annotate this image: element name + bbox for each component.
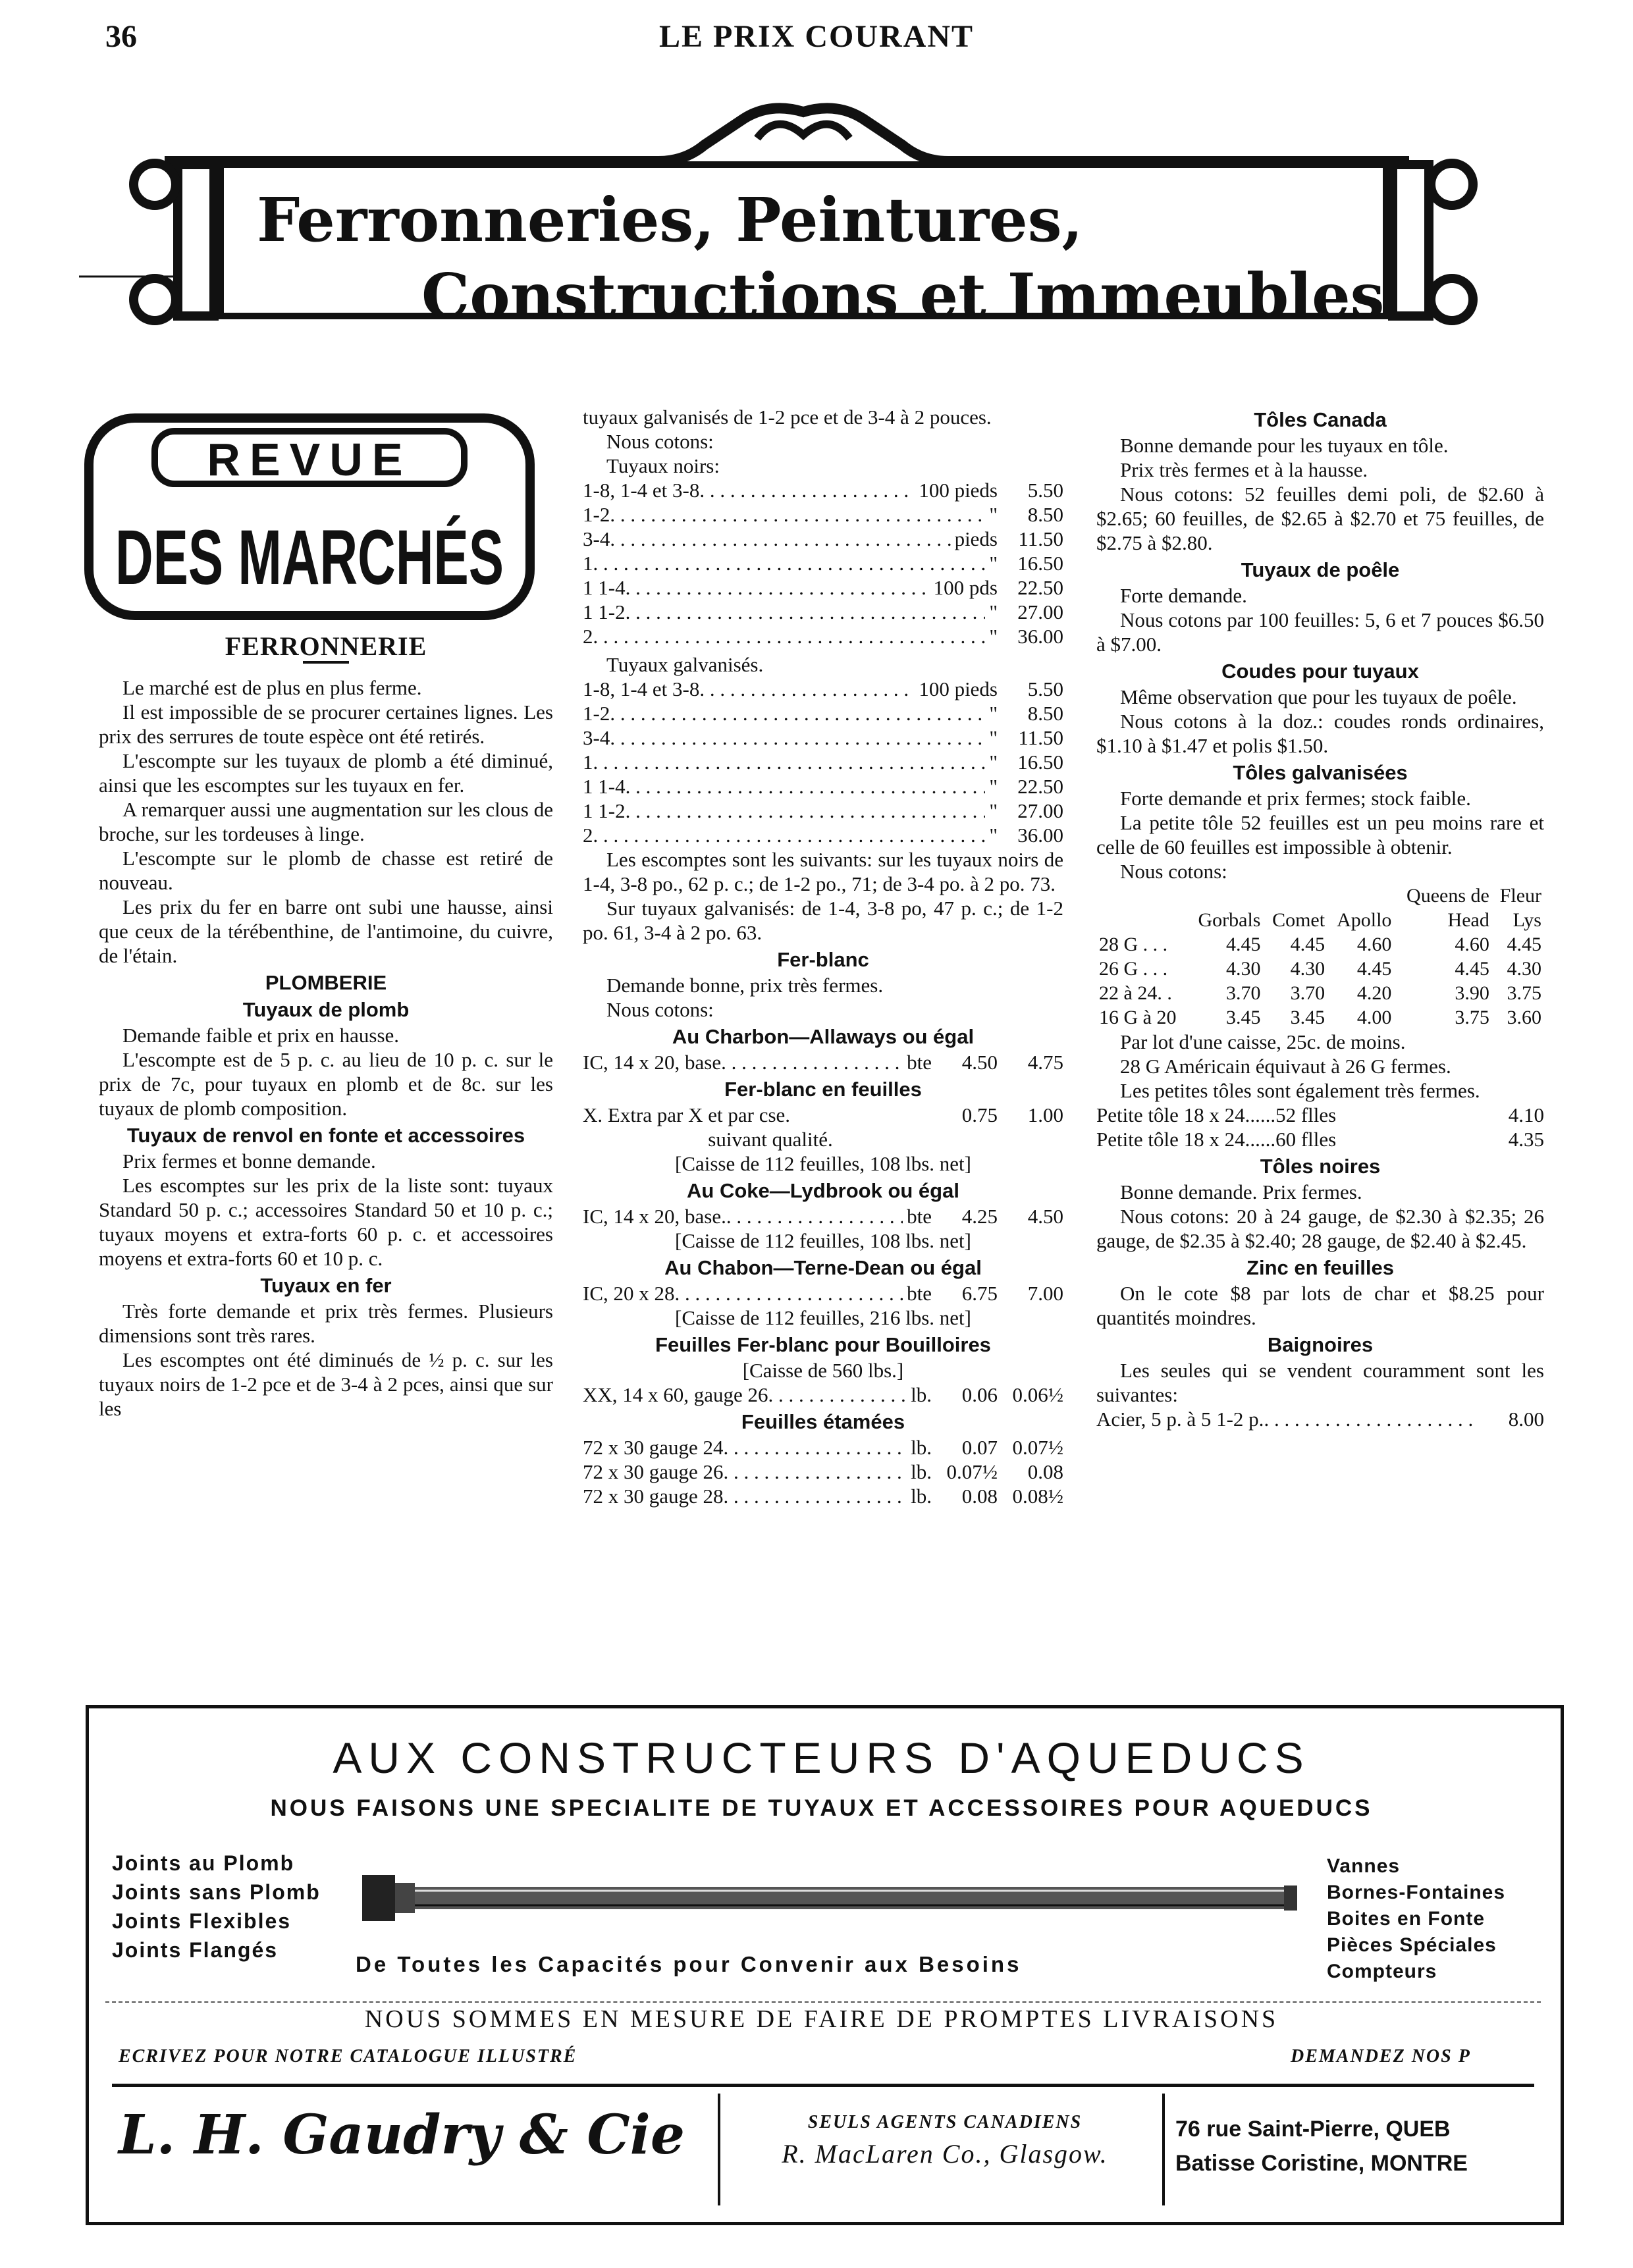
ad-demandez: DEMANDEZ NOS P bbox=[1291, 2046, 1471, 2067]
table-row: 26 G . . . 4.30 4.30 4.45 4.45 4.30 bbox=[1099, 958, 1541, 980]
price-row: Petite tôle 18 x 24......60 flles 4.35 bbox=[1096, 1128, 1544, 1151]
list-item: Joints sans Plomb bbox=[112, 1880, 321, 1904]
ad-capacities: De Toutes les Capacités pour Convenir aux Besoins bbox=[356, 1952, 1022, 1976]
column-3 bbox=[1096, 405, 1544, 1431]
price-list-noirs bbox=[583, 478, 1063, 648]
price-row: 2 . . . " 36.00 bbox=[583, 624, 1063, 648]
paragraph: Même observation que pour les tuyaux de poêle. bbox=[1120, 685, 1517, 708]
agents-title: SEULS AGENTS CANADIENS bbox=[807, 2112, 1083, 2132]
price-row: IC, 14 x 20, base . . . bte 4.50 4.75 bbox=[583, 1050, 1063, 1074]
paragraph: Les escomptes ont été diminués de ½ p. c. sur les tuyaux noirs de 1-2 pce et de 3-4 à 2 pces, ainsi que sur les bbox=[99, 1348, 553, 1420]
label-nous-cotons: Nous cotons: bbox=[1120, 860, 1227, 883]
heading-fer-blanc: Fer-blanc bbox=[777, 948, 869, 971]
paragraph: Demande bonne, prix très fermes. bbox=[606, 974, 884, 997]
paragraph: 28 G Américain équivaut à 26 G fermes. bbox=[1120, 1055, 1451, 1078]
paragraph: L'escompte sur les tuyaux de plomb a été diminué, ainsi que les escomptes sur les tuyaux en fer. bbox=[99, 749, 553, 797]
paragraph: Nous cotons: 52 feuilles demi poli, de $2.60 à $2.65; 60 feuilles, de $2.65 à $2.70 et 75 feuilles, de $2.75 à $2.80. bbox=[1096, 483, 1544, 554]
paragraph: L'escompte est de 5 p. c. au lieu de 10 p. c. sur le prix de 7c, pour tuyaux en plomb et de 8c. sur les tuyaux de plomb composition. bbox=[99, 1048, 553, 1120]
list-item: Joints au Plomb bbox=[112, 1851, 295, 1875]
heading-toles-galvanisees: Tôles galvanisées bbox=[1233, 761, 1408, 784]
price-row: 1 1-4 . . . " 22.50 bbox=[583, 774, 1063, 799]
heading-coudes: Coudes pour tuyaux bbox=[1221, 660, 1419, 683]
banner-line-2: Constructions et Immeubles bbox=[421, 260, 1385, 331]
pipe-illustration bbox=[362, 1868, 1310, 1928]
column-2 bbox=[583, 405, 1063, 1508]
price-row: 1 1-2 . . . " 27.00 bbox=[583, 600, 1063, 624]
paragraph: Les prix du fer en barre ont subi une hausse, ainsi que ceux de la térébenthine, de l'antimoine, du cuivre, de l'étain. bbox=[99, 895, 553, 967]
price-row: 3-4 . . . " 11.50 bbox=[583, 725, 1063, 750]
price-row: 1 . . . " 16.50 bbox=[583, 750, 1063, 774]
heading-bouilloires: Feuilles Fer-blanc pour Bouilloires bbox=[655, 1333, 991, 1356]
firm-addresses bbox=[1175, 2112, 1468, 2180]
paragraph: Demande faible et prix en hausse. bbox=[122, 1024, 400, 1047]
price-row: IC, 14 x 20, base. . . . bte 4.25 4.50 bbox=[583, 1204, 1063, 1228]
heading-au-coke: Au Coke—Lydbrook ou égal bbox=[687, 1179, 959, 1202]
paragraph: Bonne demande pour les tuyaux en tôle. bbox=[1120, 434, 1449, 457]
heading-baignoires: Baignoires bbox=[1267, 1333, 1374, 1356]
paragraph: L'escompte sur le plomb de chasse est retiré de nouveau. bbox=[99, 847, 553, 894]
ad-subtitle: NOUS FAISONS UNE SPECIALITE DE TUYAUX ET ACCESSOIRES POUR AQUEDUCS bbox=[270, 1795, 1373, 1821]
paragraph: tuyaux galvanisés de 1-2 pce et de 3-4 à 2 pouces. bbox=[583, 406, 992, 429]
heading-tuyaux-poele: Tuyaux de poêle bbox=[1241, 558, 1400, 581]
list-item: Pièces Spéciales bbox=[1327, 1934, 1497, 1956]
heading-ferronnerie: FERRONNERIE bbox=[225, 631, 427, 661]
heading-toles-canada: Tôles Canada bbox=[1254, 408, 1387, 431]
table-head-row: Gorbals Comet Apollo Head Lys bbox=[1198, 909, 1541, 931]
label-nous-cotons: Nous cotons: bbox=[606, 998, 714, 1021]
ad-catalogue: ECRIVEZ POUR NOTRE CATALOGUE ILLUSTRÉ bbox=[119, 2046, 577, 2067]
paragraph: Il est impossible de se procurer certaines lignes. Les prix des serrures de toute espèce ont été retirés. bbox=[99, 700, 553, 748]
price-row: 1-2 . . . " 8.50 bbox=[583, 502, 1063, 527]
heading-plomberie: PLOMBERIE bbox=[265, 971, 387, 994]
paragraph: Les seules qui se vendent couramment sont les suivantes: bbox=[1096, 1359, 1544, 1406]
price-row: 1-2 . . . " 8.50 bbox=[583, 701, 1063, 725]
paragraph: La petite tôle 52 feuilles est un peu moins rare et celle de 60 feuilles est impossible à obtenir. bbox=[1096, 811, 1544, 858]
paragraph: A remarquer aussi une augmentation sur les clous de broche, sur les tordeuses à linge. bbox=[99, 798, 553, 845]
divider bbox=[112, 2084, 1534, 2087]
label-tuyaux-galvanises: Tuyaux galvanisés. bbox=[606, 653, 764, 676]
svg-text:REVUE: REVUE bbox=[207, 434, 412, 485]
note: [Caisse de 112 feuilles, 108 lbs. net] bbox=[675, 1152, 971, 1175]
paragraph: Forte demande. bbox=[1120, 584, 1247, 607]
label-tuyaux-noirs: Tuyaux noirs: bbox=[606, 454, 720, 477]
heading-tuyaux-fer: Tuyaux en fer bbox=[260, 1274, 392, 1297]
paragraph: Très forte demande et prix très fermes. Plusieurs dimensions sont très rares. bbox=[99, 1300, 553, 1347]
paragraph: Les escomptes sur les prix de la liste sont: tuyaux Standard 50 p. c.; accessoires Standard 50 et 10 p. c.; tuyaux moyens et extra-forts 60 p. c. et accessoires moyens et extra-forts 60 et 10 p. c. bbox=[99, 1174, 553, 1270]
heading-au-charbon: Au Charbon—Allaways ou égal bbox=[672, 1025, 975, 1048]
paragraph: Le marché est de plus en plus ferme. bbox=[122, 676, 422, 699]
paragraph: Prix très fermes et à la hausse. bbox=[1120, 458, 1368, 481]
table-row: 28 G . . . 4.45 4.45 4.60 4.60 4.45 bbox=[1099, 934, 1541, 955]
price-row: 1-8, 1-4 et 3-8 . . . 100 pieds 5.50 bbox=[583, 478, 1063, 502]
note: [Caisse de 112 feuilles, 216 lbs. net] bbox=[675, 1306, 971, 1329]
revue-des-marches-logo bbox=[82, 411, 537, 622]
heading-au-chabon: Au Chabon—Terne-Dean ou égal bbox=[664, 1256, 982, 1279]
divider bbox=[1162, 2094, 1165, 2205]
paragraph: Par lot d'une caisse, 25c. de moins. bbox=[1120, 1030, 1406, 1053]
svg-text:DES MARCHÉS: DES MARCHÉS bbox=[115, 514, 504, 601]
divider bbox=[105, 2001, 1541, 2003]
ad-joint-list bbox=[112, 1849, 321, 1965]
price-row: 1 . . . " 16.50 bbox=[583, 551, 1063, 575]
paragraph: Nous cotons à la doz.: coudes ronds ordinaires, $1.10 à $1.47 et polis $1.50. bbox=[1096, 710, 1544, 757]
list-item: Compteurs bbox=[1327, 1961, 1437, 1982]
list-item: Boites en Fonte bbox=[1327, 1908, 1486, 1930]
price-row: IC, 20 x 28 . . . bte 6.75 7.00 bbox=[583, 1281, 1063, 1305]
paragraph: Forte demande et prix fermes; stock faible. bbox=[1120, 787, 1471, 810]
price-row: 1 1-4 . . . 100 pds 22.50 bbox=[583, 575, 1063, 600]
table-row: 16 G à 20 3.45 3.45 4.00 3.75 3.60 bbox=[1099, 1007, 1541, 1028]
ad-title: AUX CONSTRUCTEURS D'AQUEDUCS bbox=[333, 1733, 1310, 1782]
journal-title: LE PRIX COURANT bbox=[658, 19, 975, 54]
price-row: 1 1-2 . . . " 27.00 bbox=[583, 799, 1063, 823]
paragraph: Nous cotons: 20 à 24 gauge, de $2.30 à $2.35; 26 gauge, de $2.35 à $2.40; 28 gauge, de $2.40 à $2.45. bbox=[1096, 1205, 1544, 1252]
price-row: Acier, 5 p. à 5 1-2 p. . . . 8.00 bbox=[1096, 1407, 1544, 1431]
table-row: 22 à 24. . 3.70 3.70 4.20 3.90 3.75 bbox=[1099, 982, 1541, 1004]
address-line: Batisse Coristine, MONTRE bbox=[1175, 2151, 1468, 2176]
heading-tuyaux-renvoi: Tuyaux de renvol en fonte et accessoires bbox=[126, 1124, 525, 1147]
heading-rule bbox=[303, 661, 349, 664]
heading-toles-noires: Tôles noires bbox=[1260, 1155, 1381, 1178]
price-row: 3-4 . . . pieds 11.50 bbox=[583, 527, 1063, 551]
list-item: Joints Flexibles bbox=[112, 1909, 292, 1933]
price-row: X. Extra par X et par cse. 0.75 1.00 bbox=[583, 1103, 1063, 1126]
price-row: XX, 14 x 60, gauge 26 . . . lb. 0.06 0.06½ bbox=[583, 1383, 1063, 1407]
address-line: 76 rue Saint-Pierre, QUEB bbox=[1175, 2117, 1451, 2142]
page-number: 36 bbox=[105, 19, 137, 54]
paragraph: Bonne demande. Prix fermes. bbox=[1120, 1180, 1362, 1203]
ad-fitting-list bbox=[1327, 1853, 1505, 1985]
heading-feuilles-etamees: Feuilles étamées bbox=[741, 1410, 905, 1433]
divider bbox=[718, 2094, 720, 2205]
banner-line-1: Ferronneries, Peintures, bbox=[257, 184, 1083, 255]
list-item: Joints Flangés bbox=[112, 1938, 279, 1962]
paragraph: Les escomptes sont les suivants: sur les tuyaux noirs de 1-4, 3-8 po., 62 p. c.; de 1-2 po., 71; de 3-4 po. à 2 po. 73. bbox=[583, 848, 1063, 895]
column-1 bbox=[99, 629, 553, 1421]
paragraph: Prix fermes et bonne demande. bbox=[122, 1149, 376, 1173]
price-row: 72 x 30 gauge 28 . . . lb. 0.08 0.08½ bbox=[583, 1484, 1063, 1508]
table-head-row: Queens de Fleur bbox=[1406, 885, 1541, 907]
label-nous-cotons: Nous cotons: bbox=[606, 430, 714, 453]
toles-price-table bbox=[1096, 883, 1544, 1030]
heading-fer-blanc-feuilles: Fer-blanc en feuilles bbox=[724, 1078, 922, 1101]
price-row: 1-8, 1-4 et 3-8 . . . 100 pieds 5.50 bbox=[583, 677, 1063, 701]
note: suivant qualité. bbox=[708, 1128, 833, 1151]
firm-name: L. H. Gaudry & Cie bbox=[119, 2103, 685, 2167]
paragraph: Nous cotons par 100 feuilles: 5, 6 et 7 pouces $6.50 à $7.00. bbox=[1096, 608, 1544, 656]
price-row: 72 x 30 gauge 24 . . . lb. 0.07 0.07½ bbox=[583, 1435, 1063, 1460]
heading-tuyaux-plomb: Tuyaux de plomb bbox=[242, 998, 410, 1021]
paragraph: On le cote $8 par lots de char et $8.25 pour quantités moindres. bbox=[1096, 1282, 1544, 1329]
price-row: 2 . . . " 36.00 bbox=[583, 823, 1063, 847]
agents-name: R. MacLaren Co., Glasgow. bbox=[782, 2139, 1108, 2169]
paragraph: Sur tuyaux galvanisés: de 1-4, 3-8 po, 47 p. c.; de 1-2 po. 61, 3-4 à 2 po. 63. bbox=[583, 897, 1063, 944]
price-list-galvanises bbox=[583, 677, 1063, 847]
price-row: Petite tôle 18 x 24......52 flles 4.10 bbox=[1096, 1103, 1544, 1126]
note: [Caisse de 560 lbs.] bbox=[742, 1359, 904, 1382]
ad-promo: NOUS SOMMES EN MESURE DE FAIRE DE PROMPTES LIVRAISONS bbox=[364, 2005, 1279, 2033]
list-item: Vannes bbox=[1327, 1855, 1401, 1877]
price-row: 72 x 30 gauge 26 . . . lb. 0.07½ 0.08 bbox=[583, 1460, 1063, 1484]
paragraph: Les petites tôles sont également très fermes. bbox=[1120, 1079, 1480, 1102]
heading-zinc: Zinc en feuilles bbox=[1246, 1256, 1394, 1279]
note: [Caisse de 112 feuilles, 108 lbs. net] bbox=[675, 1229, 971, 1252]
list-item: Bornes-Fontaines bbox=[1327, 1882, 1506, 1903]
